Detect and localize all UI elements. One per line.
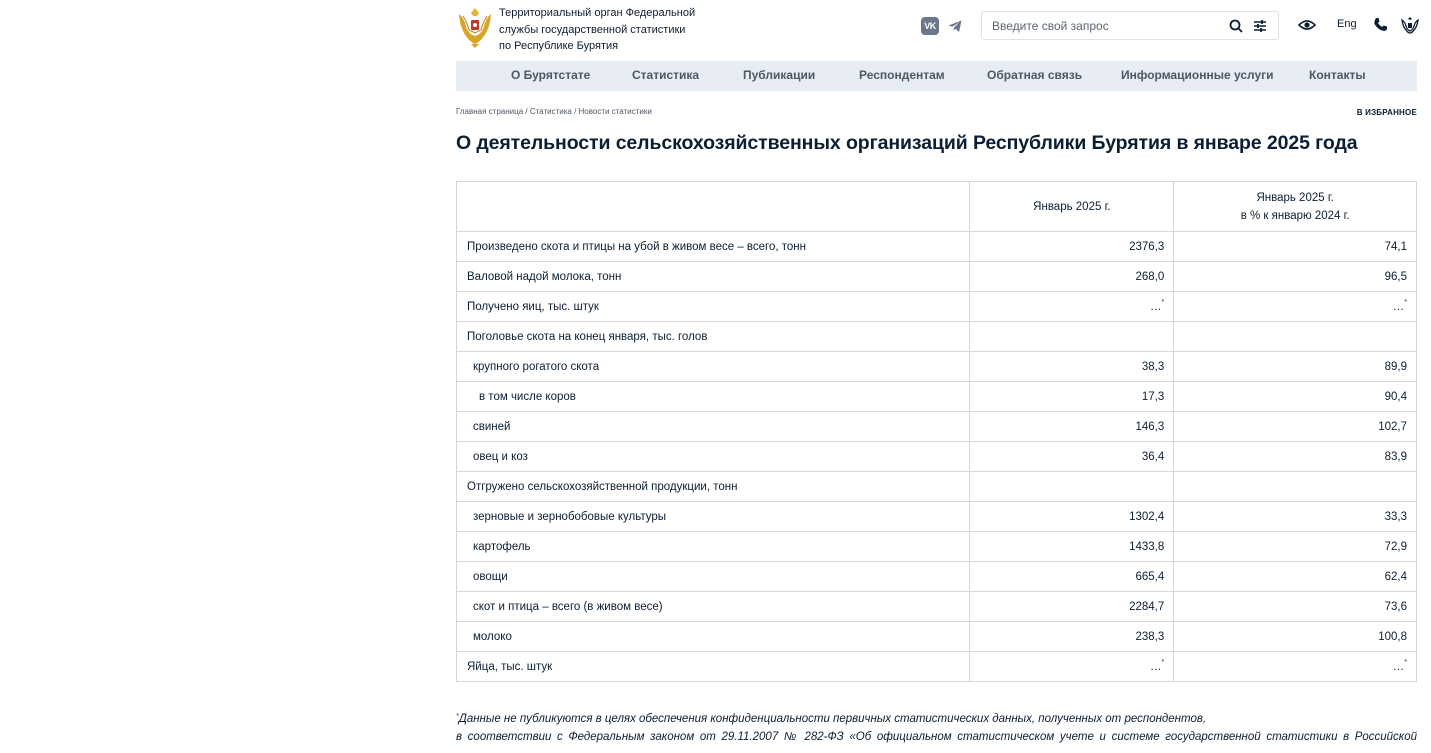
cell-text: 74,1 [1384,240,1407,253]
add-to-favorites-link[interactable]: В ИЗБРАННОЕ [1356,108,1417,117]
table-row [457,352,1417,382]
table-row [457,262,1417,292]
value-cell [970,412,1174,442]
table-row [457,322,1417,352]
footnote-marker: * [456,713,459,720]
table-row [457,472,1417,502]
row-label-cell [457,652,970,682]
value-cell [970,292,1174,322]
table-header-cell [1174,182,1417,232]
cell-text: … [1392,300,1405,313]
row-label-cell [457,532,970,562]
row-label-cell [457,262,970,292]
table-header-cell [457,182,970,232]
footnote-line: в соответствии с Федеральным законом от 29.11.2007 № 282-ФЗ «Об официальном статистическом учете и системе государственной статистики в Российской [456,731,1417,743]
vk-icon[interactable] [921,17,939,35]
org-name-line: Территориальный орган Федеральной [499,7,696,19]
table-row [457,532,1417,562]
search-input[interactable] [992,12,1212,39]
cell-text: овощи [473,570,508,583]
page-title: О деятельности сельскохозяйственных организаций Республики Бурятия в январе 2025 года [456,132,1358,154]
nav-item-about[interactable]: О Бурятстате [511,68,591,82]
nav-item-feedback[interactable]: Обратная связь [987,68,1083,82]
value-cell [1174,232,1417,262]
social-links [921,17,963,35]
accessibility-eye-icon[interactable] [1298,17,1316,33]
cell-text: овец и коз [473,450,528,463]
value-cell [1174,592,1417,622]
footnote-text: Данные не публикуются в целях обеспечения конфиденциальности первичных статистических данных, полученных от респондентов, [458,713,1207,725]
table-row [457,622,1417,652]
value-cell [1174,352,1417,382]
footnote-marker: * [1404,298,1407,306]
org-name-line: службы государственной статистики [499,23,686,36]
value-cell [1174,502,1417,532]
table-row [457,412,1417,442]
coat-of-arms-icon[interactable] [1401,16,1419,34]
cell-text: … [1150,660,1162,673]
statistics-table [456,181,1417,682]
cell-text: 73,6 [1384,600,1407,613]
table-row [457,292,1417,322]
search-icon[interactable] [1229,19,1243,33]
value-cell [970,262,1174,292]
cell-text: Произведено скота и птицы на убой в живом весе – всего, тонн [467,240,807,253]
footnote-marker: * [1404,658,1407,666]
value-cell [1174,322,1417,352]
cell-text: 146,3 [1135,420,1165,433]
cell-text: 96,5 [1384,270,1407,283]
table-header-row [457,182,1417,232]
value-cell [1174,472,1417,502]
cell-text: молоко [473,630,512,643]
cell-text: 17,3 [1141,390,1165,403]
cell-text: крупного рогатого скота [473,360,600,373]
breadcrumb-home[interactable]: Главная страница [456,107,524,116]
cell-text: 100,8 [1378,630,1407,643]
breadcrumb-statistics[interactable]: Статистика [529,107,572,116]
vk-icon-label: VK [924,21,936,31]
telegram-icon[interactable] [947,18,963,34]
cell-text: 665,4 [1135,570,1165,583]
org-name-line: по Республике Бурятия [499,40,619,52]
table-row [457,502,1417,532]
cell-text: 2376,3 [1129,240,1165,253]
breadcrumb-news[interactable]: Новости статистики [578,107,652,116]
row-label-cell [457,232,970,262]
cell-text: 2284,7 [1129,600,1165,613]
cell-text: 89,9 [1384,360,1407,373]
value-cell [970,352,1174,382]
site-header [456,0,1417,60]
breadcrumb-separator: / [523,107,530,116]
page [456,0,1417,743]
row-label-cell [457,442,970,472]
value-cell [970,232,1174,262]
main-navigation [456,61,1417,91]
row-label-cell [457,352,970,382]
row-label-cell [457,322,970,352]
value-cell [970,592,1174,622]
cell-text: 1433,8 [1129,540,1165,553]
footnote [456,710,1417,746]
cell-text: 1302,4 [1129,510,1165,523]
row-label-cell [457,562,970,592]
value-cell [1174,562,1417,592]
cell-text: свиней [473,420,511,433]
cell-text: 238,3 [1135,630,1165,643]
value-cell [1174,442,1417,472]
phone-icon[interactable] [1373,17,1388,32]
value-cell [970,502,1174,532]
search-box [981,11,1279,40]
footnote-marker: * [1161,298,1165,306]
cell-text: 83,9 [1384,450,1407,463]
value-cell [970,382,1174,412]
value-cell [970,442,1174,472]
value-cell [970,652,1174,682]
cell-text: 62,4 [1384,570,1407,583]
table-row [457,592,1417,622]
row-label-cell [457,472,970,502]
cell-text: 72,9 [1384,540,1407,553]
value-cell [970,622,1174,652]
value-cell [970,562,1174,592]
cell-text: 38,3 [1141,360,1165,373]
value-cell [1174,652,1417,682]
footnote-marker: * [1161,658,1165,666]
value-cell [1174,532,1417,562]
breadcrumb [456,107,652,116]
footnote-line [456,710,1417,728]
value-cell [1174,292,1417,322]
table-row [457,382,1417,412]
row-label-cell [457,592,970,622]
cell-text: 102,7 [1378,420,1407,433]
rosstat-eagle-logo-icon[interactable] [456,4,494,48]
table-row [457,562,1417,592]
table-header-cell: Январь 2025 г. [970,182,1174,232]
value-cell [970,472,1174,502]
value-cell [1174,622,1417,652]
row-label-cell [457,292,970,322]
filter-sliders-icon[interactable] [1253,19,1267,33]
table-row [457,652,1417,682]
cell-text: 268,0 [1135,270,1165,283]
cell-text: Отгружено сельскохозяйственной продукции, тонн [467,480,738,493]
nav-item-info-services[interactable]: Информационные услуги [1121,68,1274,82]
header-line: в % к январю 2024 г. [1240,209,1350,222]
cell-text: Поголовье скота на конец января, тыс. голов [467,330,708,343]
cell-text: 36,4 [1141,450,1165,463]
value-cell [1174,412,1417,442]
nav-item-respondents[interactable]: Респондентам [859,68,945,82]
cell-text: скот и птица – всего (в живом весе) [473,600,663,613]
nav-item-publications[interactable]: Публикации [743,68,816,82]
row-label-cell [457,382,970,412]
value-cell [1174,262,1417,292]
breadcrumb-separator: / [571,107,579,116]
language-switch-link[interactable]: Eng [1337,18,1357,30]
cell-text: картофель [473,540,531,553]
row-label-cell [457,412,970,442]
cell-text: в том числе коров [479,390,576,403]
nav-item-contacts[interactable]: Контакты [1309,68,1366,82]
value-cell [970,532,1174,562]
cell-text: Валовой надой молока, тонн [467,270,622,283]
table-row [457,442,1417,472]
row-label-cell [457,502,970,532]
table-row [457,232,1417,262]
value-cell [1174,382,1417,412]
organization-name[interactable] [499,5,729,55]
nav-item-statistics[interactable]: Статистика [632,68,700,82]
row-label-cell [457,622,970,652]
cell-text: 90,4 [1384,390,1407,403]
cell-text: 33,3 [1384,510,1407,523]
value-cell [970,322,1174,352]
cell-text: зерновые и зернобобовые культуры [473,510,667,523]
header-line: Январь 2025 г. [1256,191,1334,204]
cell-text: Получено яиц, тыс. штук [467,300,599,313]
cell-text: Яйца, тыс. штук [467,660,553,673]
cell-text: … [1150,300,1162,313]
cell-text: … [1392,660,1405,673]
